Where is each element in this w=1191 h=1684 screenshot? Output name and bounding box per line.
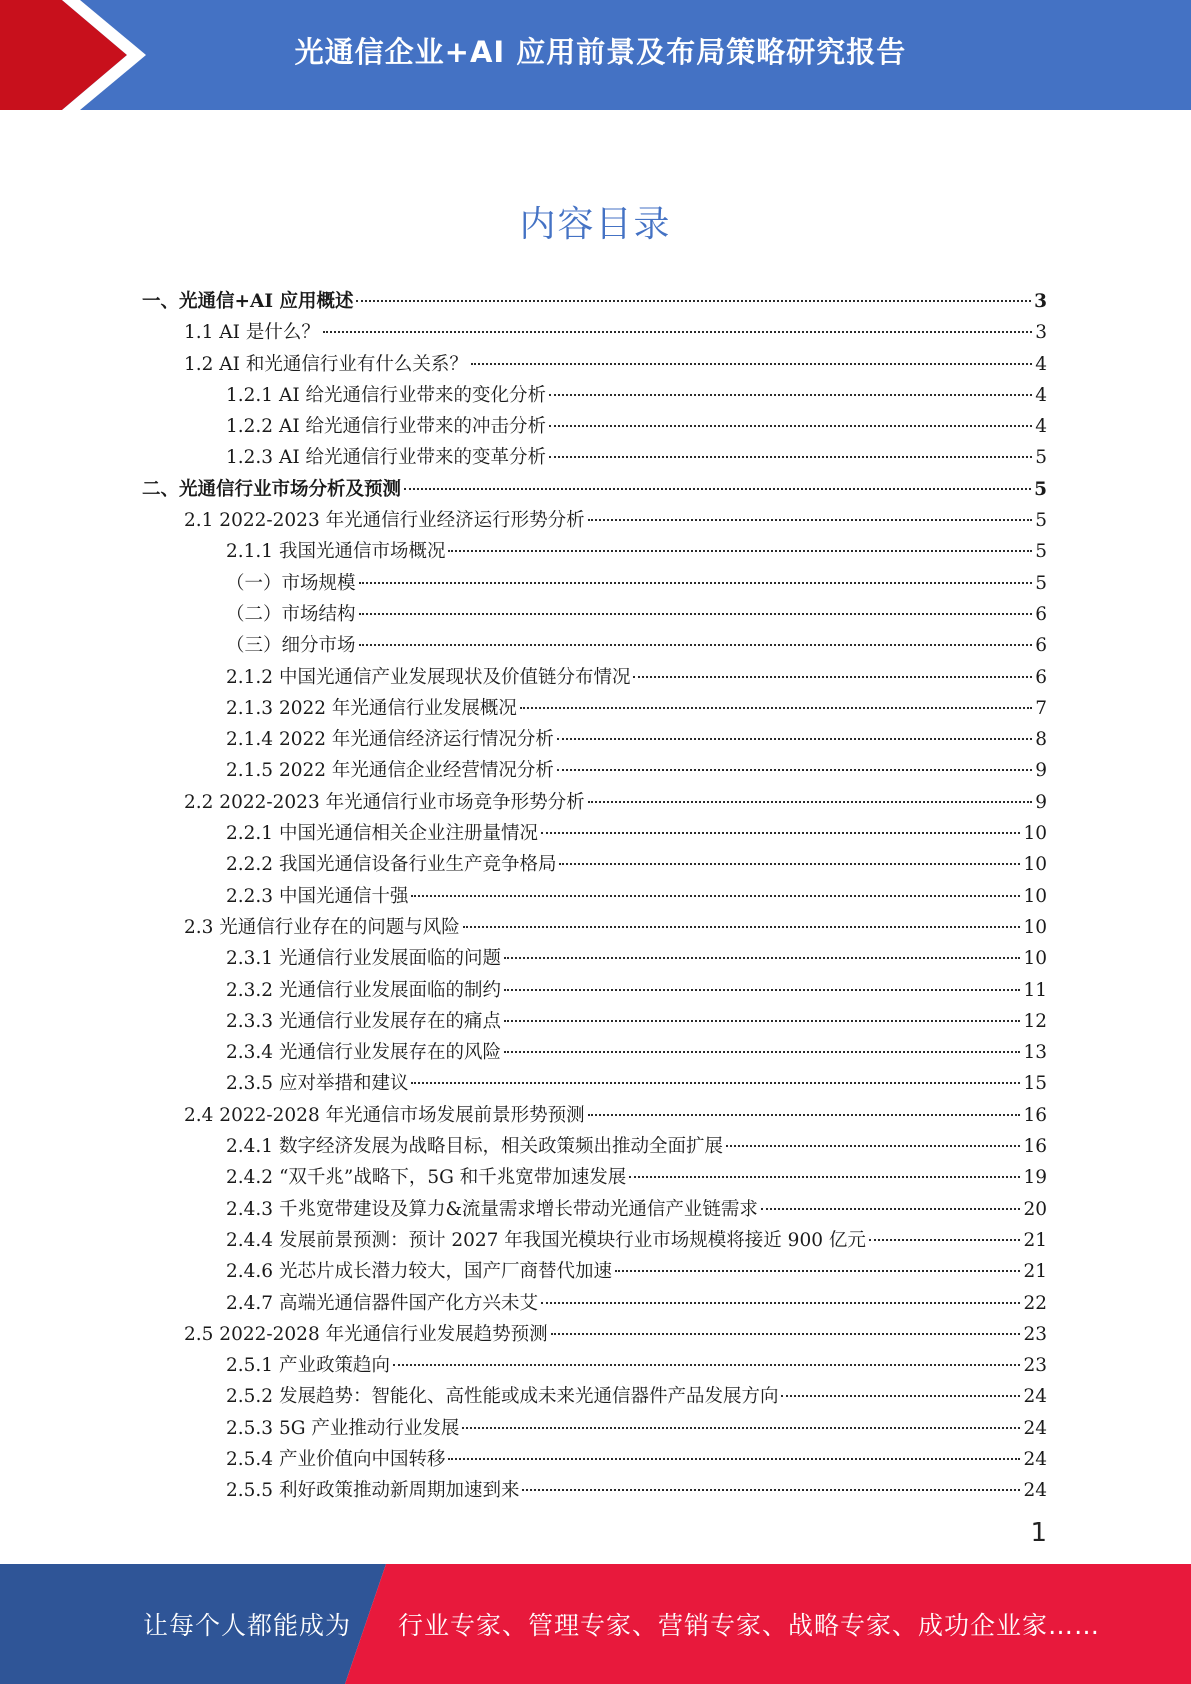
- toc-entry[interactable]: [142, 536, 1047, 567]
- toc-page-number: 6: [1035, 635, 1047, 657]
- toc-page-number: 5: [1034, 478, 1047, 500]
- toc-dot-leader: [541, 832, 1020, 834]
- toc-dot-leader: [448, 1458, 1020, 1460]
- toc-entry[interactable]: [142, 1068, 1047, 1099]
- toc-entry-title: 2.5.4 产业价值向中国转移: [226, 1448, 446, 1470]
- toc-page-number: 24: [1023, 1448, 1047, 1470]
- toc-entry-title: 2.1.2 中国光通信产业发展现状及价值链分布情况: [226, 666, 631, 688]
- toc-entry[interactable]: [142, 317, 1047, 348]
- toc-page-number: 15: [1023, 1073, 1047, 1095]
- toc-page-number: 8: [1035, 729, 1047, 751]
- footer-slogan-left: 让每个人都能成为: [143, 1611, 352, 1640]
- toc-entry-title: 2.5.5 利好政策推动新周期加速到来: [226, 1480, 520, 1502]
- toc-dot-leader: [520, 707, 1032, 709]
- toc-entry-title: 2.4 2022-2028 年光通信市场发展前景形势预测: [184, 1104, 585, 1126]
- report-title: 光通信企业+AI 应用前景及布局策略研究报告: [294, 35, 907, 69]
- toc-page-number: 6: [1035, 603, 1047, 625]
- toc-page-number: 19: [1023, 1167, 1047, 1189]
- toc-page-number: 13: [1023, 1042, 1047, 1064]
- toc-heading: 内容目录: [519, 204, 672, 245]
- toc-entry-title: 2.4.7 高端光通信器件国产化方兴未艾: [226, 1292, 538, 1314]
- toc-entry-title: 2.3.5 应对举措和建议: [226, 1073, 409, 1095]
- toc-dot-leader: [588, 519, 1033, 521]
- toc-dot-leader: [551, 1333, 1021, 1335]
- toc-entry[interactable]: [142, 1131, 1047, 1162]
- toc-dot-leader: [359, 582, 1033, 584]
- toc-dot-leader: [557, 738, 1032, 740]
- toc-entry[interactable]: [142, 1475, 1047, 1506]
- toc-entry[interactable]: [142, 1288, 1047, 1319]
- toc-entry[interactable]: [142, 505, 1047, 536]
- toc-dot-leader: [557, 769, 1032, 771]
- toc-dot-leader: [504, 957, 1020, 959]
- toc-entry[interactable]: [142, 1225, 1047, 1256]
- toc-entry-title: 2.2.3 中国光通信十强: [226, 885, 409, 907]
- toc-entry[interactable]: [142, 1100, 1047, 1131]
- toc-entry-title: 一、光通信+AI 应用概述: [142, 291, 354, 312]
- toc-dot-leader: [504, 1020, 1020, 1022]
- toc-page-number: 4: [1035, 416, 1047, 438]
- toc-dot-leader: [761, 1208, 1021, 1210]
- toc-entry-title: （一）市场规模: [226, 572, 356, 594]
- toc-entry-title: 1.2.1 AI 给光通信行业带来的变化分析: [226, 384, 547, 406]
- toc-dot-leader: [588, 801, 1033, 803]
- toc-entry[interactable]: [142, 693, 1047, 724]
- toc-entry-title: 2.3.3 光通信行业发展存在的痛点: [226, 1010, 501, 1032]
- toc-dot-leader: [504, 1051, 1020, 1053]
- toc-entry[interactable]: [142, 662, 1047, 693]
- toc-page-number: 5: [1035, 447, 1047, 469]
- toc-page-number: 24: [1023, 1386, 1047, 1408]
- toc-dot-leader: [549, 394, 1032, 396]
- toc-page-number: 5: [1035, 510, 1047, 532]
- toc-entry-title: 2.4.2 “双千兆”战略下，5G 和千兆宽带加速发展: [226, 1167, 627, 1189]
- toc-entry[interactable]: [142, 849, 1047, 880]
- toc-entry-title: 2.5.1 产业政策趋向: [226, 1355, 390, 1377]
- toc-page-number: 5: [1035, 541, 1047, 563]
- toc-entry-title: 2.2.1 中国光通信相关企业注册量情况: [226, 823, 538, 845]
- toc-entry[interactable]: [142, 943, 1047, 974]
- toc-page-number: 24: [1023, 1417, 1047, 1439]
- toc-page-number: 7: [1035, 697, 1047, 719]
- toc-page-number: 16: [1023, 1104, 1047, 1126]
- toc-entry-title: 1.2 AI 和光通信行业有什么关系？: [184, 353, 468, 375]
- toc-page-number: 10: [1023, 885, 1047, 907]
- toc-dot-leader: [411, 1082, 1020, 1084]
- toc-dot-leader: [411, 895, 1020, 897]
- toc-entry[interactable]: [142, 755, 1047, 786]
- toc-dot-leader: [633, 676, 1032, 678]
- toc-entry-title: （二）市场结构: [226, 603, 356, 625]
- toc-page-number: 12: [1023, 1010, 1047, 1032]
- toc-entry-title: 2.1.4 2022 年光通信经济运行情况分析: [226, 729, 554, 751]
- toc-dot-leader: [615, 1270, 1020, 1272]
- toc-page-number: 16: [1023, 1136, 1047, 1158]
- toc-page-number: 10: [1023, 854, 1047, 876]
- toc-entry[interactable]: [142, 442, 1047, 473]
- toc-entry[interactable]: [142, 380, 1047, 411]
- toc-entry-title: 2.3.1 光通信行业发展面临的问题: [226, 948, 501, 970]
- toc-entry[interactable]: [142, 349, 1047, 380]
- toc-page-number: 9: [1035, 791, 1047, 813]
- toc-dot-leader: [869, 1239, 1021, 1241]
- toc-dot-leader: [629, 1176, 1020, 1178]
- toc-dot-leader: [356, 300, 1031, 302]
- toc-entry[interactable]: [142, 568, 1047, 599]
- toc-entry-title: 2.2 2022-2023 年光通信行业市场竞争形势分析: [184, 791, 585, 813]
- toc-page-number: 10: [1023, 916, 1047, 938]
- toc-dot-leader: [504, 989, 1020, 991]
- toc-entry[interactable]: [142, 630, 1047, 661]
- toc-entry-title: 2.5.3 5G 产业推动行业发展: [226, 1417, 460, 1439]
- toc-entry-title: （三）细分市场: [226, 635, 356, 657]
- toc-entry-title: 2.1.5 2022 年光通信企业经营情况分析: [226, 760, 554, 782]
- footer-banner: [0, 1564, 1191, 1684]
- toc-page-number: 21: [1023, 1229, 1047, 1251]
- toc-entry-title: 2.4.3 千兆宽带建设及算力&流量需求增长带动光通信产业链需求: [226, 1198, 758, 1220]
- toc-page-number: 5: [1035, 572, 1047, 594]
- toc-chapter-entry[interactable]: [142, 286, 1047, 317]
- toc-dot-leader: [541, 1302, 1020, 1304]
- toc-entry-title: 2.3.2 光通信行业发展面临的制约: [226, 979, 501, 1001]
- toc-page-number: 3: [1035, 322, 1047, 344]
- toc-entry-title: 2.4.6 光芯片成长潜力较大，国产厂商替代加速: [226, 1261, 612, 1283]
- toc-entry[interactable]: [142, 1006, 1047, 1037]
- toc-entry-title: 2.5.2 发展趋势：智能化、高性能或成未来光通信器件产品发展方向: [226, 1386, 779, 1408]
- toc-dot-leader: [359, 644, 1033, 646]
- toc-dot-leader: [781, 1395, 1020, 1397]
- toc-entry[interactable]: [142, 1413, 1047, 1444]
- toc-entry[interactable]: [142, 912, 1047, 943]
- toc-page-number: 9: [1035, 760, 1047, 782]
- toc-entry-title: 1.2.3 AI 给光通信行业带来的变革分析: [226, 447, 547, 469]
- toc-entry[interactable]: [142, 1194, 1047, 1225]
- toc-page-number: 20: [1023, 1198, 1047, 1220]
- toc-entry-title: 二、光通信行业市场分析及预测: [142, 478, 402, 500]
- toc-entry-title: 2.5 2022-2028 年光通信行业发展趋势预测: [184, 1323, 548, 1345]
- toc-entry[interactable]: [142, 975, 1047, 1006]
- header-banner: [0, 0, 1191, 110]
- toc-page-number: 11: [1023, 979, 1047, 1001]
- toc-entry[interactable]: [142, 599, 1047, 630]
- toc-page-number: 6: [1035, 666, 1047, 688]
- toc-entry[interactable]: [142, 1444, 1047, 1475]
- toc-entry[interactable]: [142, 818, 1047, 849]
- toc-entry[interactable]: [142, 1256, 1047, 1287]
- toc-dot-leader: [359, 613, 1033, 615]
- toc-dot-leader: [471, 363, 1032, 365]
- toc-entry[interactable]: [142, 1381, 1047, 1412]
- toc-page-number: 10: [1023, 948, 1047, 970]
- toc-dot-leader: [549, 425, 1032, 427]
- toc-page-number: 3: [1034, 291, 1047, 312]
- toc-dot-leader: [393, 1364, 1020, 1366]
- toc-entry-title: 2.1.1 我国光通信市场概况: [226, 541, 446, 563]
- toc-dot-leader: [448, 550, 1032, 552]
- toc-entry-title: 2.4.1 数字经济发展为战略目标，相关政策频出推动全面扩展: [226, 1136, 723, 1158]
- toc-entry-title: 2.4.4 发展前景预测：预计 2027 年我国光模块行业市场规模将接近 900 亿元: [226, 1229, 866, 1251]
- toc-page-number: 4: [1035, 353, 1047, 375]
- toc-entry[interactable]: [142, 1037, 1047, 1068]
- toc-entry-title: 2.1.3 2022 年光通信行业发展概况: [226, 697, 517, 719]
- toc-entry-title: 1.1 AI 是什么？: [184, 322, 320, 344]
- toc-entry[interactable]: [142, 1162, 1047, 1193]
- toc-entry[interactable]: [142, 411, 1047, 442]
- toc-entry-title: 2.3.4 光通信行业发展存在的风险: [226, 1042, 501, 1064]
- toc-dot-leader: [462, 1427, 1020, 1429]
- toc-entry[interactable]: [142, 1350, 1047, 1381]
- toc-entry[interactable]: [142, 1319, 1047, 1350]
- toc-page-number: 21: [1023, 1261, 1047, 1283]
- page-number: 1: [1030, 1518, 1047, 1548]
- toc-dot-leader: [323, 331, 1032, 333]
- toc-entry[interactable]: [142, 724, 1047, 755]
- footer-slogan-right: 行业专家、管理专家、营销专家、战略专家、成功企业家……: [398, 1611, 1101, 1640]
- toc-chapter-entry[interactable]: [142, 474, 1047, 505]
- toc-page-number: 24: [1023, 1480, 1047, 1502]
- toc-dot-leader: [522, 1489, 1020, 1491]
- toc-entry-title: 2.3 光通信行业存在的问题与风险: [184, 916, 460, 938]
- toc-dot-leader: [549, 456, 1032, 458]
- toc-dot-leader: [463, 926, 1021, 928]
- toc-entry-title: 2.1 2022-2023 年光通信行业经济运行形势分析: [184, 510, 585, 532]
- toc-entry[interactable]: [142, 881, 1047, 912]
- toc-page-number: 23: [1023, 1355, 1047, 1377]
- toc-entry-title: 1.2.2 AI 给光通信行业带来的冲击分析: [226, 416, 547, 438]
- toc-entry[interactable]: [142, 787, 1047, 818]
- toc-dot-leader: [726, 1145, 1020, 1147]
- toc-entry-title: 2.2.2 我国光通信设备行业生产竞争格局: [226, 854, 557, 876]
- toc-dot-leader: [404, 488, 1031, 490]
- toc-page-number: 10: [1023, 823, 1047, 845]
- toc-page-number: 23: [1023, 1323, 1047, 1345]
- table-of-contents: [142, 286, 1047, 1507]
- toc-page-number: 4: [1035, 384, 1047, 406]
- toc-dot-leader: [588, 1114, 1021, 1116]
- toc-dot-leader: [559, 863, 1020, 865]
- toc-page-number: 22: [1023, 1292, 1047, 1314]
